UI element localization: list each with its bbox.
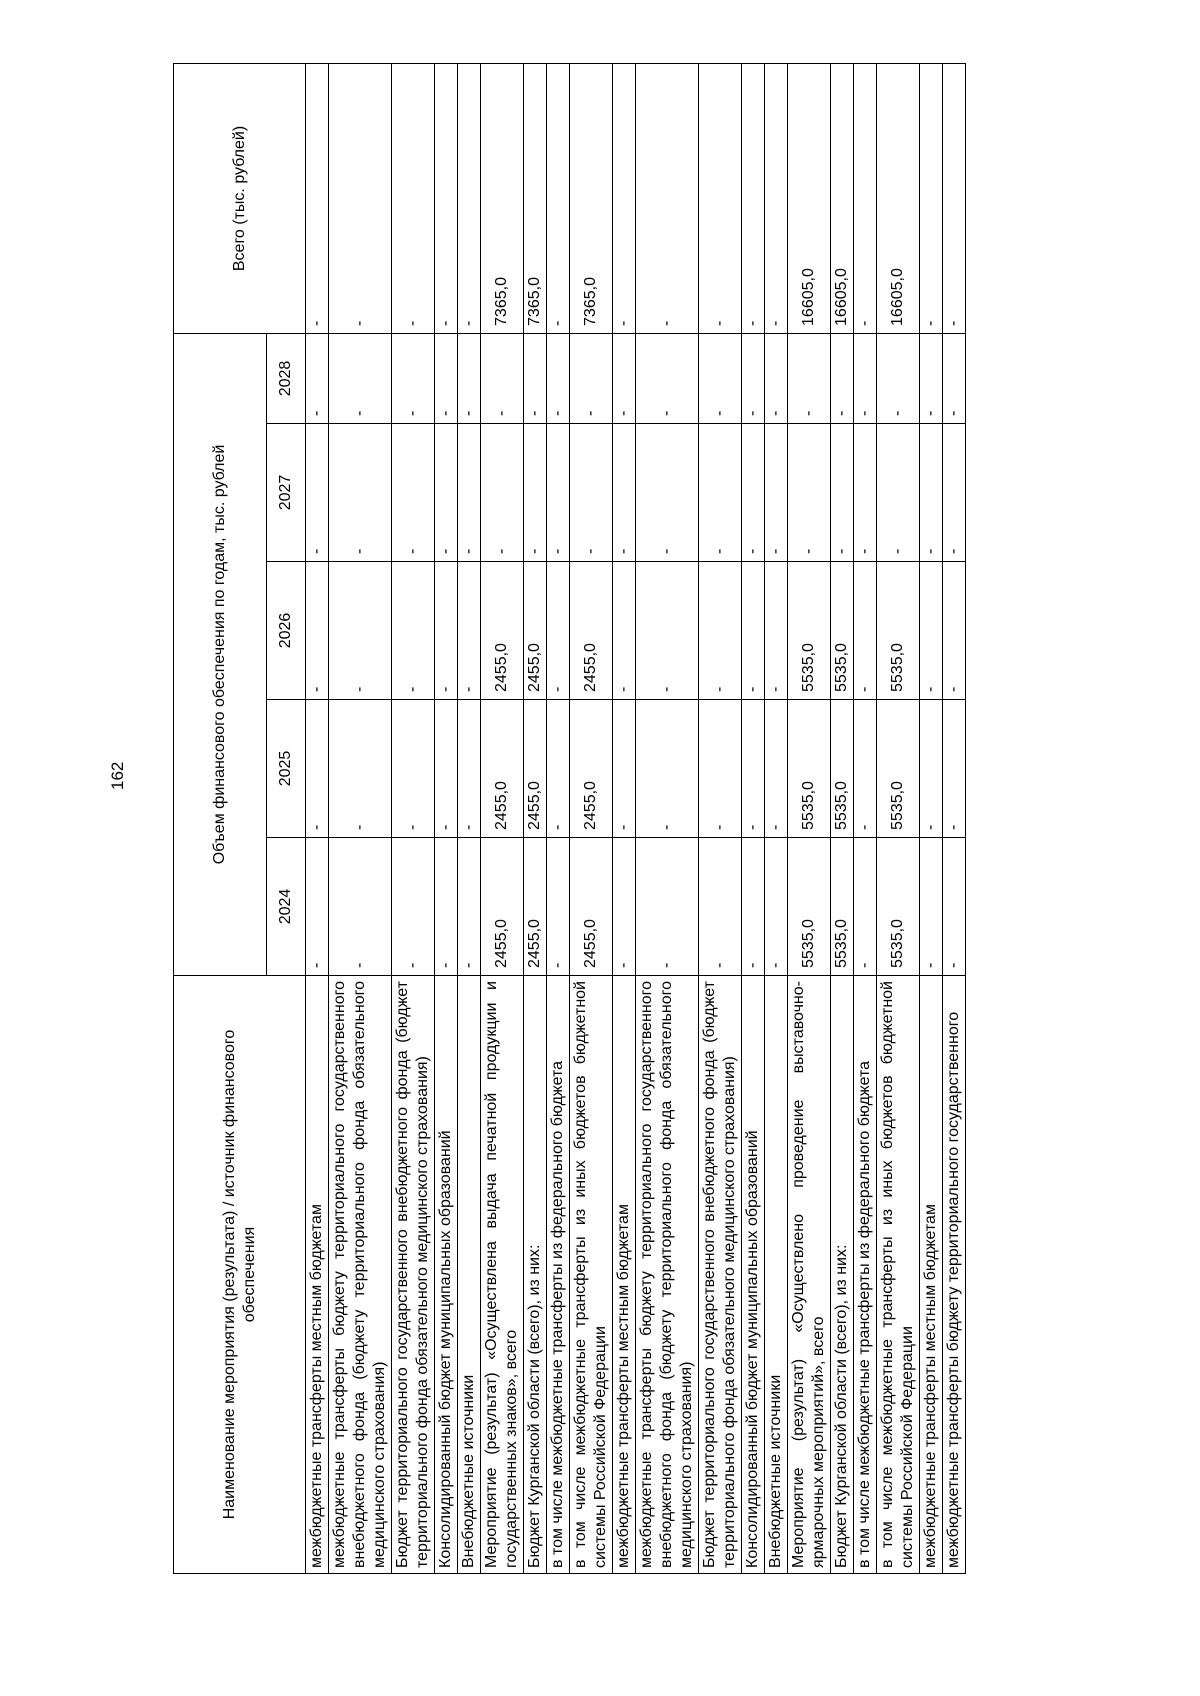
row-value-2025: -	[392, 700, 435, 838]
row-name: межбюджетные трансферты местным бюджетам	[920, 976, 943, 1574]
row-value-2028: -	[481, 333, 524, 423]
row-total: -	[547, 63, 570, 333]
row-name: Бюджет территориального государственного внебюджетного фонда (бюджет территориального фонда обязательного медицинского страхования)	[699, 976, 742, 1574]
header-total: Всего (тыс. рублей)	[174, 63, 306, 333]
row-value-2028: -	[570, 333, 613, 423]
row-value-2028: -	[943, 333, 966, 423]
row-value-2024: 5535,0	[788, 838, 831, 976]
table-row	[920, 63, 943, 1573]
row-value-2024: -	[920, 838, 943, 976]
row-total: -	[943, 63, 966, 333]
table-row	[742, 63, 765, 1573]
row-total: 7365,0	[481, 63, 524, 333]
row-value-2024: -	[547, 838, 570, 976]
row-name: Внебюджетные источники	[458, 976, 481, 1574]
row-value-2027: -	[636, 424, 699, 562]
row-total: -	[636, 63, 699, 333]
row-name: в том числе межбюджетные трансферты из иных бюджетов бюджетной системы Российской Федерации	[877, 976, 920, 1574]
row-value-2028: -	[306, 333, 329, 423]
row-value-2025: -	[765, 700, 788, 838]
row-value-2027: -	[854, 424, 877, 562]
row-name: Консолидированный бюджет муниципальных образований	[742, 976, 765, 1574]
row-total: -	[329, 63, 392, 333]
row-value-2024: -	[699, 838, 742, 976]
row-value-2024: -	[943, 838, 966, 976]
row-value-2027: -	[877, 424, 920, 562]
row-value-2026: -	[742, 562, 765, 700]
row-value-2028: -	[742, 333, 765, 423]
row-value-2025: 5535,0	[788, 700, 831, 838]
row-value-2025: -	[435, 700, 458, 838]
row-total: 16605,0	[831, 63, 854, 333]
table-row	[435, 63, 458, 1573]
row-value-2027: -	[435, 424, 458, 562]
row-name: межбюджетные трансферты бюджету территориального государственного	[943, 976, 966, 1574]
row-value-2026: -	[392, 562, 435, 700]
table-row	[943, 63, 966, 1573]
row-value-2027: -	[613, 424, 636, 562]
row-value-2027: -	[458, 424, 481, 562]
table-row	[854, 63, 877, 1573]
row-total: -	[765, 63, 788, 333]
row-total: -	[920, 63, 943, 333]
row-value-2025: 2455,0	[524, 700, 547, 838]
row-value-2025: 5535,0	[831, 700, 854, 838]
row-value-2028: -	[877, 333, 920, 423]
header-year-2025: 2025	[267, 700, 306, 838]
row-value-2028: -	[392, 333, 435, 423]
row-value-2025: 2455,0	[570, 700, 613, 838]
row-value-2028: -	[547, 333, 570, 423]
row-name: Мероприятие (результат) «Осуществлена выдача печатной продукции и государственных знаков», всего	[481, 976, 524, 1574]
row-value-2026: -	[943, 562, 966, 700]
row-value-2028: -	[458, 333, 481, 423]
row-value-2028: -	[699, 333, 742, 423]
row-value-2026: 2455,0	[524, 562, 547, 700]
table-row	[524, 63, 547, 1573]
row-value-2026: 2455,0	[481, 562, 524, 700]
row-value-2027: -	[765, 424, 788, 562]
row-value-2025: -	[306, 700, 329, 838]
row-value-2026: -	[636, 562, 699, 700]
row-value-2028: -	[435, 333, 458, 423]
row-value-2026: 2455,0	[570, 562, 613, 700]
row-value-2026: -	[547, 562, 570, 700]
row-name: межбюджетные трансферты бюджету территориального государственного внебюджетного фонда (бюджету территориального фонда обязательного медицинского страхования)	[329, 976, 392, 1574]
row-value-2024: -	[854, 838, 877, 976]
row-value-2027: -	[306, 424, 329, 562]
row-value-2024: 2455,0	[524, 838, 547, 976]
row-value-2025: 5535,0	[877, 700, 920, 838]
row-value-2027: -	[481, 424, 524, 562]
row-value-2026: -	[854, 562, 877, 700]
row-name: Консолидированный бюджет муниципальных образований	[435, 976, 458, 1574]
row-value-2025: -	[699, 700, 742, 838]
row-name: Бюджет Курганской области (всего), из них:	[831, 976, 854, 1574]
row-value-2026: 5535,0	[788, 562, 831, 700]
row-value-2027: -	[742, 424, 765, 562]
row-total: -	[699, 63, 742, 333]
table-row	[788, 63, 831, 1573]
table-row	[613, 63, 636, 1573]
row-value-2024: -	[329, 838, 392, 976]
row-name: в том числе межбюджетные трансферты из федерального бюджета	[547, 976, 570, 1574]
row-value-2025: -	[943, 700, 966, 838]
row-value-2025: -	[742, 700, 765, 838]
header-year-2026: 2026	[267, 562, 306, 700]
row-value-2025: -	[458, 700, 481, 838]
header-name: Наименование мероприятия (результата) / источник финансового обеспечения	[174, 976, 306, 1574]
row-name: Внебюджетные источники	[765, 976, 788, 1574]
page-number: 162	[108, 761, 127, 790]
row-value-2024: 5535,0	[831, 838, 854, 976]
row-value-2025: -	[329, 700, 392, 838]
row-value-2027: -	[943, 424, 966, 562]
row-value-2024: -	[613, 838, 636, 976]
row-value-2026: -	[920, 562, 943, 700]
row-value-2026: -	[458, 562, 481, 700]
financing-table	[173, 63, 966, 1574]
row-value-2027: -	[547, 424, 570, 562]
row-total: 7365,0	[524, 63, 547, 333]
row-value-2028: -	[854, 333, 877, 423]
table-row	[547, 63, 570, 1573]
row-value-2028: -	[831, 333, 854, 423]
row-value-2027: -	[392, 424, 435, 562]
header-year-2027: 2027	[267, 424, 306, 562]
row-total: -	[392, 63, 435, 333]
row-total: -	[613, 63, 636, 333]
row-name: в том числе межбюджетные трансферты из иных бюджетов бюджетной системы Российской Федерации	[570, 976, 613, 1574]
row-value-2027: -	[329, 424, 392, 562]
row-value-2024: -	[742, 838, 765, 976]
row-value-2028: -	[920, 333, 943, 423]
row-value-2027: -	[920, 424, 943, 562]
row-name: Мероприятие (результат) «Осуществлено проведение выставочно-ярмарочных мероприятий», всего	[788, 976, 831, 1574]
table-row	[458, 63, 481, 1573]
row-value-2027: -	[788, 424, 831, 562]
table-row	[765, 63, 788, 1573]
table-row	[329, 63, 392, 1573]
rotated-page	[173, 64, 1123, 1574]
row-value-2028: -	[329, 333, 392, 423]
row-value-2025: -	[854, 700, 877, 838]
table-row	[481, 63, 524, 1573]
row-value-2026: -	[699, 562, 742, 700]
row-value-2025: -	[920, 700, 943, 838]
row-value-2026: -	[435, 562, 458, 700]
row-value-2026: 5535,0	[877, 562, 920, 700]
row-value-2024: -	[435, 838, 458, 976]
row-value-2028: -	[765, 333, 788, 423]
row-value-2024: -	[765, 838, 788, 976]
row-name: межбюджетные трансферты местным бюджетам	[613, 976, 636, 1574]
row-value-2027: -	[699, 424, 742, 562]
row-value-2026: -	[329, 562, 392, 700]
table-row	[831, 63, 854, 1573]
row-value-2025: 2455,0	[481, 700, 524, 838]
row-total: 16605,0	[877, 63, 920, 333]
row-value-2026: -	[613, 562, 636, 700]
row-value-2025: -	[636, 700, 699, 838]
row-value-2024: 2455,0	[570, 838, 613, 976]
row-name: межбюджетные трансферты местным бюджетам	[306, 976, 329, 1574]
row-value-2024: -	[636, 838, 699, 976]
header-year-2028: 2028	[267, 333, 306, 423]
row-value-2024: -	[392, 838, 435, 976]
table-row	[877, 63, 920, 1573]
row-value-2028: -	[524, 333, 547, 423]
row-value-2028: -	[636, 333, 699, 423]
row-total: -	[854, 63, 877, 333]
row-name: Бюджет территориального государственного внебюджетного фонда (бюджет территориального фонда обязательного медицинского страхования)	[392, 976, 435, 1574]
header-years-title: Объем финансового обеспечения по годам, тыс. рублей	[174, 333, 267, 975]
row-name: в том числе межбюджетные трансферты из федерального бюджета	[854, 976, 877, 1574]
table-row	[306, 63, 329, 1573]
row-name: Бюджет Курганской области (всего), из них:	[524, 976, 547, 1574]
row-total: -	[458, 63, 481, 333]
row-value-2025: -	[613, 700, 636, 838]
row-value-2025: -	[547, 700, 570, 838]
header-year-2024: 2024	[267, 838, 306, 976]
row-value-2028: -	[788, 333, 831, 423]
table-row	[699, 63, 742, 1573]
row-total: -	[435, 63, 458, 333]
table-row	[570, 63, 613, 1573]
row-value-2027: -	[570, 424, 613, 562]
row-value-2024: 5535,0	[877, 838, 920, 976]
row-value-2024: -	[306, 838, 329, 976]
row-name: межбюджетные трансферты бюджету территориального государственного внебюджетного фонда (бюджету территориального фонда обязательного медицинского страхования)	[636, 976, 699, 1574]
row-value-2027: -	[831, 424, 854, 562]
row-value-2026: -	[306, 562, 329, 700]
row-total: -	[306, 63, 329, 333]
row-total: 7365,0	[570, 63, 613, 333]
table-row	[392, 63, 435, 1573]
row-value-2026: 5535,0	[831, 562, 854, 700]
table-body	[306, 63, 966, 1573]
row-total: 16605,0	[788, 63, 831, 333]
table-row	[636, 63, 699, 1573]
row-value-2024: 2455,0	[481, 838, 524, 976]
row-value-2028: -	[613, 333, 636, 423]
row-value-2026: -	[765, 562, 788, 700]
row-value-2027: -	[524, 424, 547, 562]
row-value-2024: -	[458, 838, 481, 976]
row-total: -	[742, 63, 765, 333]
